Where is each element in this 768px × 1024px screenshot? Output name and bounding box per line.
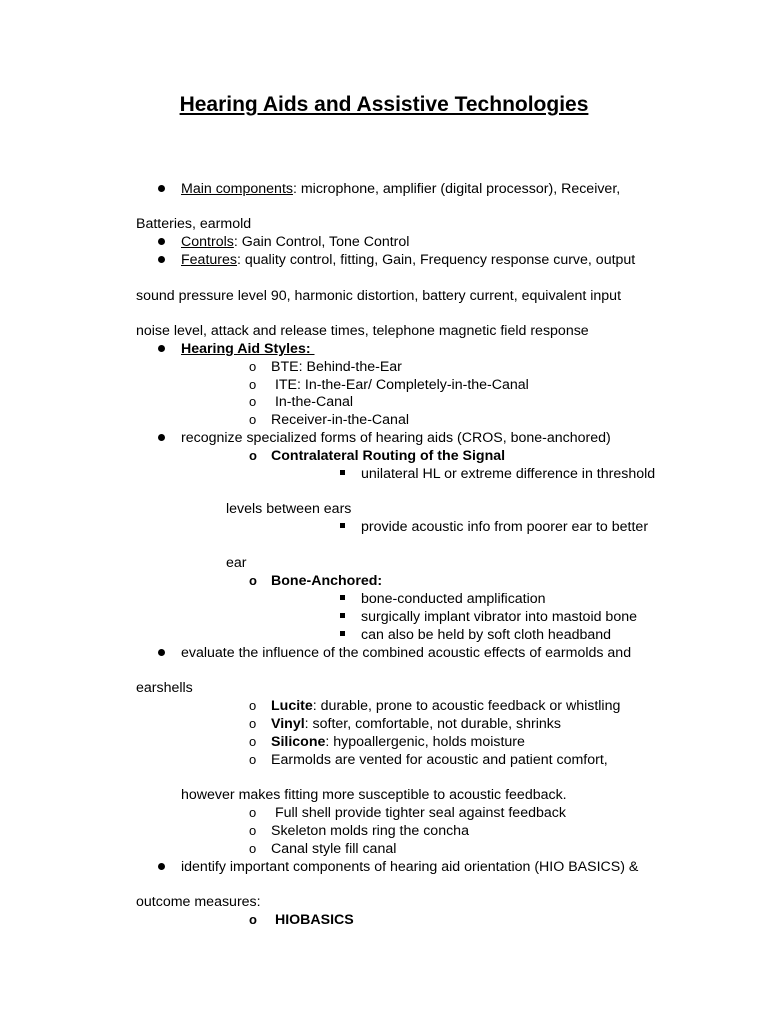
bullet-icon <box>158 863 165 870</box>
material-item-silicone <box>271 733 525 751</box>
hiobasics-heading: HIOBASICS <box>271 912 354 928</box>
circle-marker-icon: o <box>249 698 257 713</box>
square-bullet-icon <box>340 613 345 618</box>
bullet-icon <box>158 649 165 656</box>
vented-item-continuation: however makes fitting more susceptible to acoustic feedback. <box>181 787 567 803</box>
circle-marker-icon: o <box>249 359 257 374</box>
features-continuation-1: sound pressure level 90, harmonic distortion, battery current, equivalent input <box>136 288 622 304</box>
lucite-label: Lucite <box>271 698 313 714</box>
earmolds-line: evaluate the influence of the combined acoustic effects of earmolds and <box>181 645 632 661</box>
bone-anchored-heading: Bone-Anchored: <box>271 573 383 589</box>
style-item: Receiver-in-the-Canal <box>271 412 409 428</box>
bone-item: surgically implant vibrator into mastoid bone <box>361 609 637 625</box>
circle-marker-icon: o <box>249 752 257 767</box>
bullet-icon <box>158 185 165 192</box>
circle-marker-icon: o <box>249 716 257 731</box>
features-continuation-2: noise level, attack and release times, telephone magnetic field response <box>136 323 589 339</box>
shell-item: Full shell provide tighter seal against feedback <box>271 805 566 821</box>
cros-heading: Contralateral Routing of the Signal <box>271 448 506 464</box>
main-components-line <box>181 180 620 198</box>
features-label: Features <box>181 252 237 268</box>
features-line <box>181 251 635 269</box>
hearing-aid-styles-heading: Hearing Aid Styles: <box>181 341 315 357</box>
circle-marker-icon: o <box>249 805 257 820</box>
earmolds-continuation: earshells <box>136 680 193 696</box>
orientation-continuation: outcome measures: <box>136 894 261 910</box>
specialized-forms-line: recognize specialized forms of hearing aids (CROS, bone-anchored) <box>181 430 611 446</box>
controls-text: : Gain Control, Tone Control <box>233 234 410 250</box>
material-item-lucite <box>271 697 620 715</box>
controls-label: Controls <box>181 234 234 250</box>
bone-item: bone-conducted amplification <box>361 591 546 607</box>
circle-marker-icon: o <box>249 394 257 409</box>
shell-item: Skeleton molds ring the concha <box>271 823 469 839</box>
circle-marker-icon: o <box>249 412 257 427</box>
shell-item: Canal style fill canal <box>271 841 397 857</box>
main-components-label: Main components <box>181 181 293 197</box>
vented-item: Earmolds are vented for acoustic and patient comfort, <box>271 752 608 768</box>
cros-item: provide acoustic info from poorer ear to better <box>361 519 649 535</box>
square-bullet-icon <box>340 595 345 600</box>
main-components-continuation: Batteries, earmold <box>136 216 252 232</box>
square-bullet-icon <box>340 523 345 528</box>
cros-item-continuation: ear <box>226 555 247 571</box>
lucite-text: : durable, prone to acoustic feedback or whistling <box>312 698 621 714</box>
circle-marker-icon: o <box>249 823 257 838</box>
square-bullet-icon <box>340 470 345 475</box>
orientation-line: identify important components of hearing aid orientation (HIO BASICS) & <box>181 859 639 875</box>
style-item: In-the-Canal <box>271 394 354 410</box>
style-item: BTE: Behind-the-Ear <box>271 359 402 375</box>
main-components-text: : microphone, amplifier (digital processor), Receiver, <box>292 181 621 197</box>
material-item-vinyl <box>271 715 561 733</box>
circle-marker-icon: o <box>249 377 257 392</box>
bullet-icon <box>158 238 165 245</box>
circle-marker-icon: o <box>249 734 257 749</box>
cros-item: unilateral HL or extreme difference in threshold <box>361 466 656 482</box>
bullet-icon <box>158 256 165 263</box>
silicone-label: Silicone <box>271 734 326 750</box>
circle-marker-icon: o <box>249 841 257 856</box>
bullet-icon <box>158 434 165 441</box>
bone-item: can also be held by soft cloth headband <box>361 627 612 643</box>
circle-marker-icon: o <box>249 912 257 927</box>
circle-marker-icon: o <box>249 573 257 588</box>
circle-marker-icon: o <box>249 448 257 463</box>
features-text: : quality control, fitting, Gain, Frequency response curve, output <box>237 252 636 268</box>
bullet-icon <box>158 345 165 352</box>
silicone-text: : hypoallergenic, holds moisture <box>325 734 525 750</box>
controls-line <box>181 233 409 251</box>
vinyl-label: Vinyl <box>271 716 305 732</box>
cros-item-continuation: levels between ears <box>226 501 352 517</box>
document-title: Hearing Aids and Assistive Technologies <box>179 93 589 116</box>
square-bullet-icon <box>340 631 345 636</box>
style-item: ITE: In-the-Ear/ Completely-in-the-Canal <box>271 377 529 393</box>
vinyl-text: : softer, comfortable, not durable, shrinks <box>304 716 561 732</box>
